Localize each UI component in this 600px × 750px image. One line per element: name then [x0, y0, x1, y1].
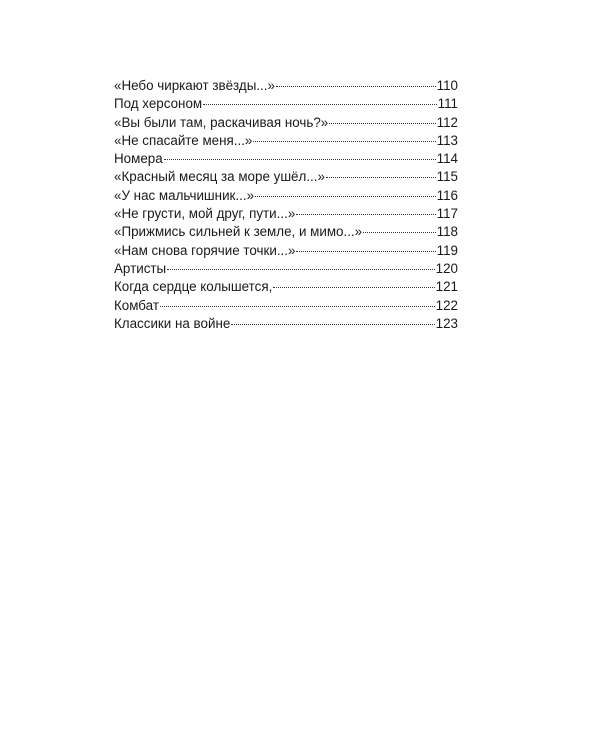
- dot-leader: [296, 251, 435, 252]
- dot-leader: [276, 86, 436, 87]
- dot-leader: [164, 159, 436, 160]
- toc-entry-page: 122: [435, 297, 458, 313]
- toc-entry-page: 115: [436, 169, 458, 185]
- toc-entry: [114, 150, 458, 168]
- toc-entry-title: «Вы были там, раскачивая ночь?»: [114, 114, 329, 130]
- toc-entry-title: «Небо чиркают звёзды...»: [114, 78, 275, 93]
- toc-entry-title: Под херсоном: [114, 96, 203, 112]
- toc-entry-page: 113: [436, 132, 458, 148]
- dot-leader: [167, 269, 435, 270]
- toc-entry-page: 121: [435, 279, 458, 295]
- toc-entry-title: «Нам снова горячие точки...»: [114, 242, 296, 258]
- toc-entry: [114, 242, 458, 260]
- toc-entry-page: 119: [436, 242, 458, 258]
- toc-entry-title: Номера: [114, 151, 163, 167]
- toc-entry: [114, 223, 458, 241]
- toc-entry: [114, 260, 458, 278]
- toc-entry-title: Классики на войне: [114, 315, 231, 331]
- toc-entry-title: «Прижмись сильней к земле, и мимо...»: [114, 224, 363, 240]
- toc-entry-title: «Не спасайте меня...»: [114, 132, 253, 148]
- dot-leader: [160, 306, 435, 307]
- dot-leader: [203, 104, 437, 105]
- toc-entry-title: «Красный месяц за море ушёл...»: [114, 169, 325, 185]
- toc-entry-page: 118: [436, 224, 458, 240]
- toc-entry-page: 117: [436, 206, 458, 222]
- dot-leader: [326, 177, 436, 178]
- dot-leader: [253, 141, 435, 142]
- dot-leader: [296, 214, 435, 215]
- toc-entry-page: 110: [436, 78, 458, 93]
- toc-entry: [114, 297, 458, 315]
- toc-entry-page: 120: [435, 260, 458, 276]
- toc-entry: [114, 77, 458, 95]
- toc-entry: [114, 95, 458, 113]
- toc-entry-page: 116: [436, 187, 458, 203]
- toc-entry-title: «Не грусти, мой друг, пути...»: [114, 206, 296, 222]
- dot-leader: [231, 324, 434, 325]
- dot-leader: [363, 232, 436, 233]
- toc-entry: [114, 114, 458, 132]
- toc-entry: [114, 187, 458, 205]
- toc-entry-title: Комбат: [114, 297, 159, 313]
- toc-entry: [114, 205, 458, 223]
- dot-leader: [329, 123, 435, 124]
- toc-entry-title: Когда сердце колышется,: [114, 279, 273, 295]
- dot-leader: [273, 287, 434, 288]
- toc-entry: [114, 315, 458, 333]
- toc-entry-page: 114: [436, 151, 458, 167]
- toc-entry-page: 123: [435, 315, 458, 331]
- toc-entry: [114, 168, 458, 186]
- toc-entry-title: «У нас мальчишник...»: [114, 187, 255, 203]
- toc-entry: [114, 278, 458, 296]
- toc-entry-page: 111: [437, 96, 458, 112]
- toc-entry-title: Артисты: [114, 260, 167, 276]
- table-of-contents: [114, 77, 458, 333]
- toc-entry: [114, 132, 458, 150]
- dot-leader: [255, 196, 436, 197]
- toc-entry-page: 112: [436, 114, 458, 130]
